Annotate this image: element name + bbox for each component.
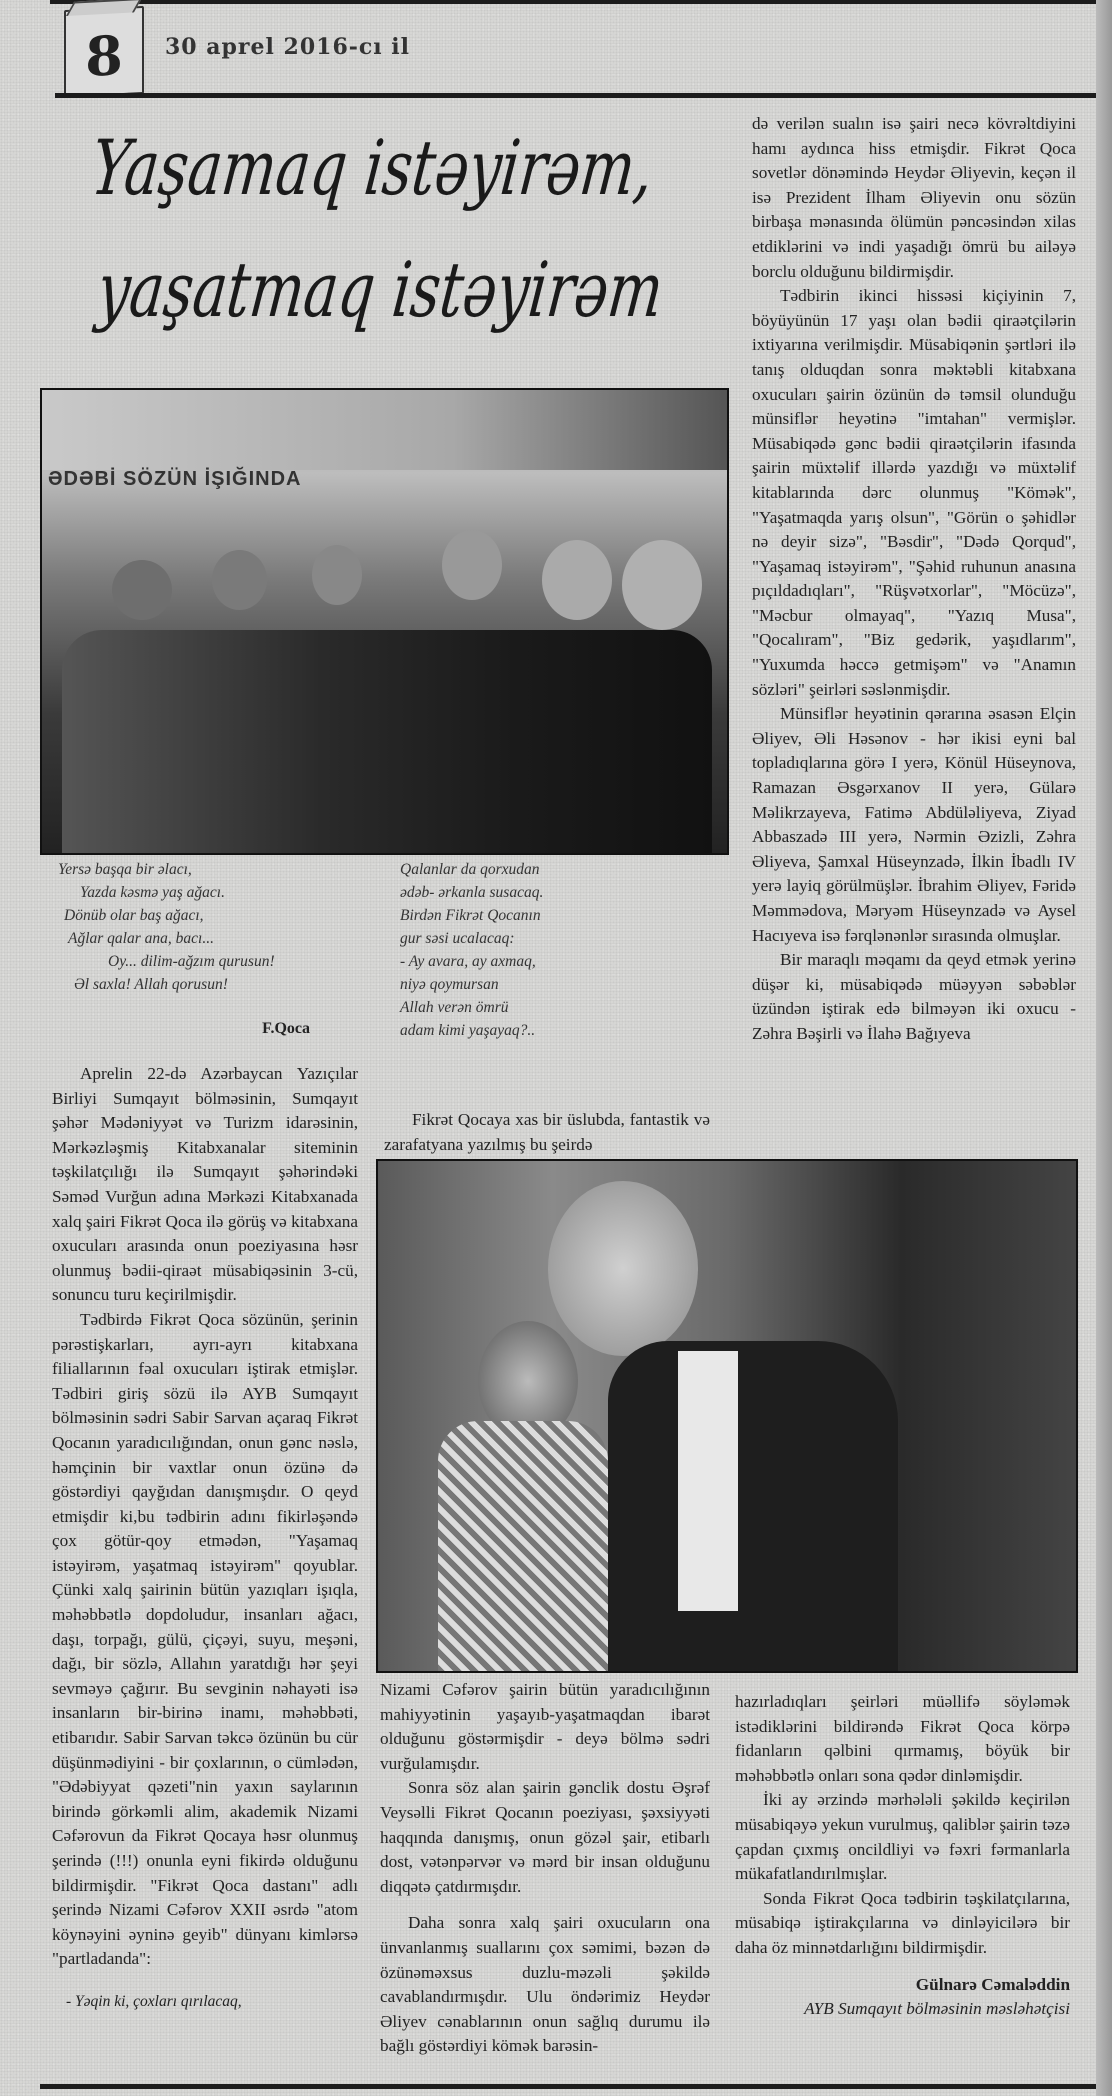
book-icon — [64, 6, 144, 98]
poem-line: adam kimi yaşayaq?.. — [400, 1022, 536, 1039]
event-group-photo — [40, 388, 729, 855]
poem-line: gur səsi ucalacaq: — [400, 930, 515, 947]
poem-line: Dönüb olar baş ağacı, — [64, 907, 204, 924]
page-number: 8 — [85, 23, 123, 89]
top-rule — [50, 0, 1112, 4]
poem-line: Yazda kəsmə yaş ağacı. — [80, 884, 225, 901]
paragraph: Tədbirdə Fikrət Qoca sözünün, şerinin pərəstişkarları, ayrı-ayrı kitabxana filiallarının fəal oxucuları iştirak etmişlər. Tədbiri giriş sözü ilə AYB Sumqayıt bölməsinin sədri Sabir Sarvan açaraq Fikrət Qocanın yaradıcılığından, onun gənc nəslə, həmçinin bir vaxtlar onun özünə də göstərdiyi qayğıdan danışmışdır. O qeyd etmişdir ki,bu tədbirin adını fikirləşəndə çox götür-qoy etmədən, "Yaşamaq istəyirəm, yaşatmaq istəyirəm" qoyublar. Çünki xalq şairinin bütün yazıqları işıqla, məhəbbətlə dopdoludur, insanları ağacı, daşı, torpağı, gülü, çiçəyi, suyu, meşəni, dağı, bir sözlə, Allahın yaratdığı hər şeyi sevməyə çağırır. Bu sevginin nəhayəti isə insanların bir-birinə inamı, məhəbbəti, etibarıdır. Sabir Sarvan təkcə özünün bu cür düşünmədiyini - bir çoxlarının, o cümlədən, "Ədəbiyyat qəzeti"nin yaxın saylarının birində görkəmli alim, akademik Nizami Cəfərovun da Fikrət Qocaya həsr olunmuş şerində (!!!) onunla eyni fikirdə olduğunu bildirmişdir. "Fikrət Qoca dastanı" adlı şerində Nizami Cəfərov XXII əsrdə "atom köynəyini əyninə geyib" dünyanı kimlərsə "partladanda": — [52, 1309, 358, 1969]
page-edge — [1096, 0, 1112, 2096]
paragraph: Nizami Cəfərov şairin bütün yaradıcılığının mahiyyətinin yaşayıb-yaşatmaqdan ibarət olduğunu göstərmişdir - deyə bölmə sədri vurğulamışdır. — [380, 1680, 710, 1773]
poet-with-child-photo — [376, 1159, 1078, 1673]
paragraph: İki ay ərzində mərhələli şəkildə keçirilən müsabiqəyə yekun vurulmuş, qaliblər şairin təzə çapdan çıxmış oncildliyi və fəxri fərmanlarla mükafatlandırılmışlar. — [735, 1790, 1070, 1884]
poem-right — [400, 858, 543, 1042]
poem-line: niyə qoymursan — [400, 976, 499, 993]
author-title: AYB Sumqayıt bölməsinin məsləhətçisi — [804, 1999, 1070, 2019]
headline-line-1: Yaşamaq istəyirəm, — [87, 123, 658, 212]
poem-line: - Ay avara, ay axmaq, — [400, 953, 536, 970]
paragraph: də verilən sualın isə şairi necə kövrəltdiyini hamı aydınca hiss etmişdir. Fikrət Qoca sovetlər dönəmində Heydər Əliyevin, keçən il isə Prezident İlham Əliyevin onu sözün birbaşa mənasında ölümün pəncəsindən xilas etdiklərini və indi yaşadığı ömrü bu ailəyə borclu olduğunu bildirmişdir. — [752, 114, 1076, 281]
headline-line-2: yaşatmaq istəyirəm — [93, 245, 668, 334]
paragraph: Aprelin 22-də Azərbaycan Yazıçılar Birliyi Sumqayıt bölməsinin, Sumqayıt şəhər Mədəniyyət və Turizm idarəsinin, Mərkəzləşmiş Kitabxanalar siteminin təşkilatçılığı ilə Sumqayıt şəhərindəki Səməd Vurğun adına Mərkəzi Kitabxanada xalq şairi Fikrət Qoca ilə görüş və kitabxana oxucuları arasında onun poeziyasına həsr olunmuş bədii-qiraət müsabiqəsinin 3-cü, sonuncu turu keçirilmişdir. — [52, 1064, 358, 1305]
paragraph: Daha sonra xalq şairi oxucuların ona ünvanlanmış suallarını çox səmimi, bəzən də özünəməxsus duzlu-məzəli şəkildə cavablandırmışdır. Ulu öndərimiz Heydər Əliyev cənablarının onun sağlıq durumu ilə bağlı göstərdiyi kömək barəsin- — [380, 1913, 710, 2056]
banner-sign: ƏDƏBİ SÖZÜN İŞIĞINDA — [48, 468, 302, 490]
poem-line: Yersə başqa bir əlacı, — [58, 861, 192, 878]
paragraph: Fikrət Qocaya xas bir üslubda, fantastik və zarafatyana yazılmış bu şeirdə — [384, 1110, 710, 1154]
paragraph: Tədbirin ikinci hissəsi kiçiyinin 7, böyüyünün 17 yaşı olan bədii qiraətçilərin ixtiyarına verilmişdir. Müsabiqənin şərtləri ilə tanış olduqdan sonra məktəbli kitabxana oxucuları şairin özünün də təmsil olunduğu münsiflər heyətinə "imtahan" vermişlər. Müsabiqədə gənc bədii qiraətçilərin ifasında şairin müxtəlif illərdə yazdığı və müxtəlif kitablarında dərc olunmuş "Kömək", "Yaşatmaqda yarış olsun", "Görün o şəhidlər nə deyir sizə", "Bəsdir", "Dədə Qorqud", "Yaşamaq istəyirəm", "Şəhid ruhunun anasına pıçıldadıqları", "Rüşvətxorlar", "Möcüzə", "Məcbur olmayaq", "Yazıq Musa", "Qocalıram", "Biz gedərik, yaşıdlarım", "Yuxumda həccə getmişəm" və "Anamın sözləri" şeirləri səslənmişdir. — [752, 286, 1076, 699]
poem-line: Əl saxla! Allah qorusun! — [74, 976, 228, 993]
poem-left — [58, 858, 275, 996]
poem-line: Allah verən ömrü — [400, 999, 509, 1016]
poem-line: Qalanlar da qorxudan — [400, 861, 540, 878]
paragraph: Münsiflər heyətinin qərarına əsasən Elçin Əliyev, Əli Həsənov - hər ikisi eyni bal topladıqlarına görə I yerə, Könül Hüseynova, Ramazan Əsgərxanov II yerə, Gülarə Məlikrzayeva, Fatimə Abdüləliyeva, Ziyad Abbaszadə III yerə, Nərmin Əzizli, Zəhra Əliyeva, Şamxal Hüseynzadə, İlkin İbadlı IV yerə layiq görülmüşlər. İbrahim Əliyev, Fəridə Məmmədova, Məryəm Hüseynzadə və Aysel Hacıyeva isə fərqlənənlər sırasında olmuşlar. — [752, 704, 1076, 945]
article-column-2 — [380, 1678, 710, 2059]
paragraph: Bir maraqlı məqamı da qeyd etmək yerinə düşər ki, müsabiqədə müəyyən səbəblər üzündən iştirak edə bilməyən iki oxucu - Zəhra Bəşirli və İlahə Bağıyeva — [752, 950, 1076, 1043]
paragraph: Sonda Fikrət Qoca tədbirin təşkilatçılarına, müsabiqə iştirakçılarına və dinləyicilərə bir daha öz minnətdarlığını bildirmişdir. — [735, 1888, 1070, 1957]
poem-line: Ağlar qalar ana, bacı... — [68, 930, 214, 947]
article-column-3 — [752, 112, 1076, 1047]
article-column-1 — [52, 1062, 358, 2015]
author-name: Gülnarə Cəmaləddin — [915, 1974, 1070, 1994]
article-column-3-end — [735, 1690, 1070, 2022]
header-rule — [55, 93, 1112, 98]
poem-line: Oy... dilim-ağzım qurusun! — [108, 953, 275, 970]
paragraph: hazırladıqları şeirləri müəllifə söyləmək istədiklərini bildirəndə Fikrət Qoca körpə fidanların qəlbini qırmamış, böyük bir məhəbbətlə onları sona qədər dinləmişdir. — [735, 1692, 1070, 1785]
issue-date: 30 aprel 2016-cı il — [165, 34, 411, 60]
paragraph: Sonra söz alan şairin gənclik dostu Əşrəf Veysəlli Fikrət Qocanın poeziyası, şəxsiyyəti haqqında danışmış, onun gözəl şair, etibarlı dost, vətənpərvər və mərd bir insan olduğunu diqqətə çatdırmışdır. — [380, 1778, 710, 1896]
article-column-2-intro — [384, 1108, 710, 1157]
bottom-rule — [40, 2084, 1100, 2089]
poem-line: Birdən Fikrət Qocanın — [400, 907, 541, 924]
poem-quote: - Yəqin ki, çoxları qırılacaq, — [66, 1992, 242, 2010]
poem-line: ədəb- ərkanla susacaq. — [400, 884, 544, 901]
poem-author: F.Qoca — [262, 1020, 310, 1037]
